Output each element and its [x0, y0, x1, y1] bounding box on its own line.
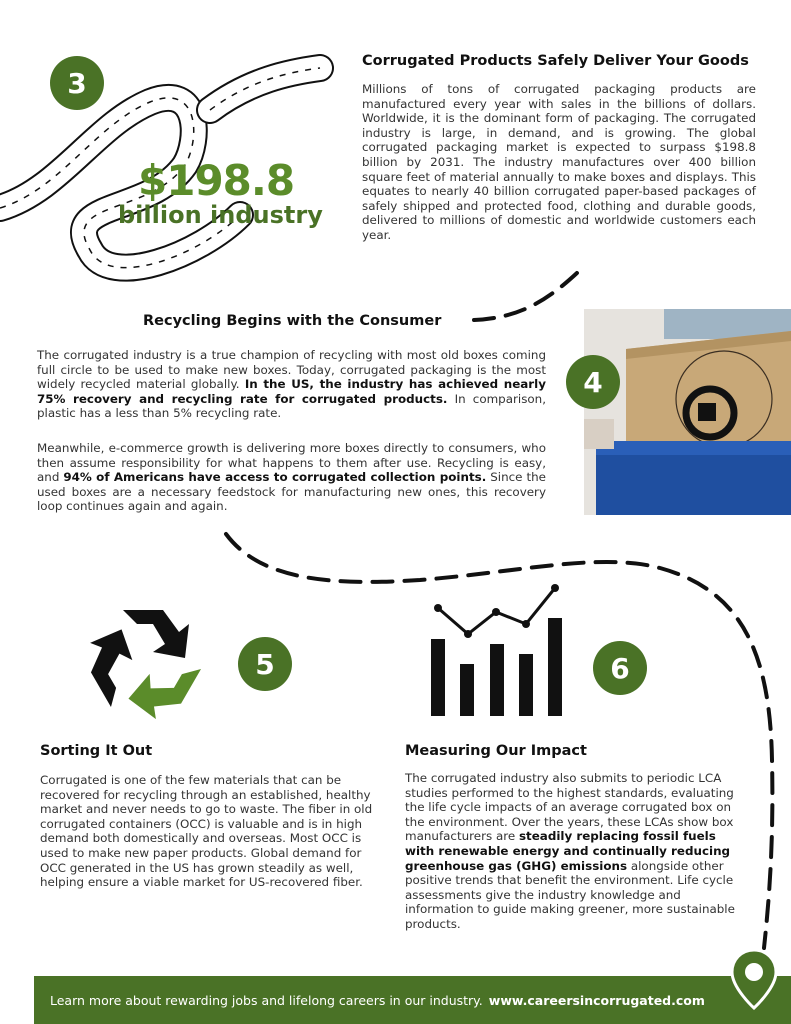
section-4-p1-highlight: In the US, the industry has achieved nearly 75% recovery and recycling rate for corrugated products. — [37, 377, 546, 406]
footer-banner — [34, 976, 791, 1024]
section-4-paragraph-2 — [37, 441, 546, 514]
section-4-p1-text-end: In comparison, plastic has a less than 5% recycling rate. — [37, 391, 546, 421]
section-6-highlight: steadily replacing fossil fuels with renewable energy and continually reducing greenhouse gas (GHG) emissions — [405, 829, 731, 873]
section-4-number-badge: 4 — [566, 355, 620, 409]
section-6-text-end: alongside other positive trends that benefit the environment. Life cycle assessments give the industry knowledge and information to guide making greener, more sustainable products. — [405, 858, 735, 931]
section-6-title: Measuring Our Impact — [405, 743, 587, 759]
section-4-paragraph-1 — [37, 348, 546, 421]
section-3-number-badge: 3 — [50, 56, 104, 110]
section-4-p1-text: The corrugated industry is a true champion of recycling with most old boxes coming full circle to be used to make new boxes. Today, corrugated packaging is the most widely recycled material globally. — [37, 348, 546, 392]
section-5-number-badge: 5 — [238, 637, 292, 691]
industry-amount: $198.8 — [138, 156, 295, 205]
section-6-number-badge: 6 — [593, 641, 647, 695]
section-5-title: Sorting It Out — [40, 743, 153, 759]
footer-text: Learn more about rewarding jobs and lifelong careers in our industry. — [50, 992, 483, 1008]
section-5-body: Corrugated is one of the few materials that can be recovered for recycling through an established, healthy market and never needs to go to waste. The fiber in old corrugated containers (OCC) is valuable and is in high demand both domestically and overseas. Most OCC is used to make new paper products. Global demand for OCC generated in the US has grown steadily as well, helping ensure a viable market for US-recovered fiber. — [40, 773, 373, 890]
recycle-icon — [80, 597, 210, 727]
industry-amount-subtitle: billion industry — [118, 201, 323, 229]
section-4-title: Recycling Begins with the Consumer — [143, 313, 442, 329]
section-4-p2-text: Meanwhile, e-commerce growth is delivering more boxes directly to consumers, who then assume responsibility for what happens to them after use. Recycling is easy, and — [37, 441, 546, 485]
section-4-p2-highlight: 94% of Americans have access to corrugated collection points. — [63, 470, 487, 485]
footer-url-link[interactable]: www.careersincorrugated.com — [488, 992, 705, 1008]
section-6-body — [405, 771, 743, 932]
map-pin-icon — [730, 948, 778, 1010]
section-3-body: Millions of tons of corrugated packaging products are manufactured every year with sales in the billions of dollars. Worldwide, it is the dominant form of packaging. The corrugated industry is large, in demand, and is growing. The global corrugated packaging market is expected to surpass $198.8 billion by 2031. The industry manufactures over 400 billion square feet of material annually to make boxes and displays. This equates to nearly 40 billion corrugated paper-based packages of safely shipped and protected food, clothing and durable goods, delivered to millions of domestic and worldwide customers each year. — [362, 82, 756, 242]
bar-chart-icon — [428, 584, 568, 716]
recycle-box-photo — [584, 309, 791, 515]
section-4-p2-text-end: Since the used boxes are a necessary feedstock for manufacturing new ones, this recovery loop continues again and again. — [37, 470, 546, 514]
section-3-title: Corrugated Products Safely Deliver Your Goods — [362, 53, 749, 69]
section-6-text: The corrugated industry also submits to periodic LCA studies performed to the highest standards, evaluating the life cycle impacts of an average corrugated box on the environment. Over the years, these LCAs show box manufacturers are — [405, 771, 734, 844]
